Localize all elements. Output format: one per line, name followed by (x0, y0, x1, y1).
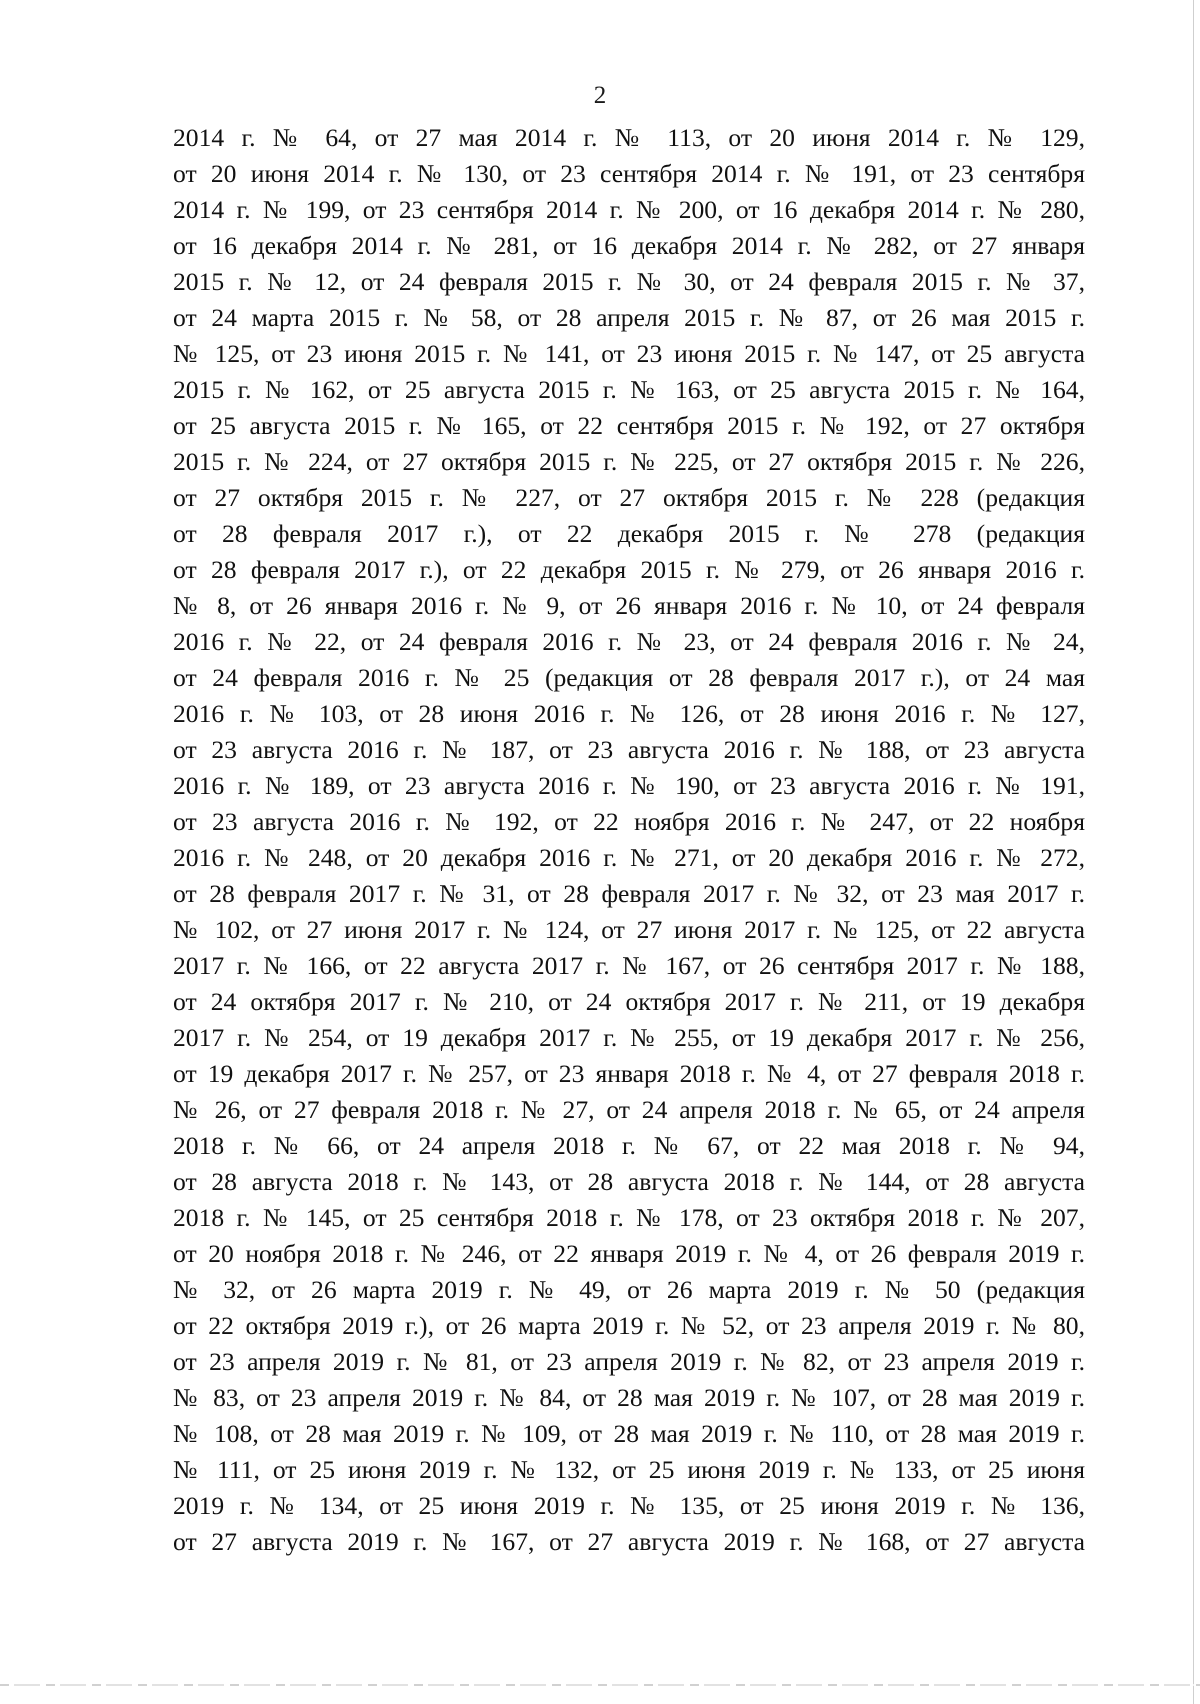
scan-edge-right (1193, 0, 1194, 1704)
text-line: от 23 апреля 2019 г. № 81, от 23 апреля 2019 г. № 82, от 23 апреля 2019 г. (173, 1347, 1085, 1376)
text-line: от 24 марта 2015 г. № 58, от 28 апреля 2015 г. № 87, от 26 мая 2015 г. (173, 303, 1085, 332)
text-line: от 28 августа 2018 г. № 143, от 28 августа 2018 г. № 144, от 28 августа (173, 1167, 1085, 1196)
text-line: № 102, от 27 июня 2017 г. № 124, от 27 июня 2017 г. № 125, от 22 августа (173, 915, 1085, 944)
text-line: № 125, от 23 июня 2015 г. № 141, от 23 июня 2015 г. № 147, от 25 августа (173, 339, 1085, 368)
text-line: от 27 августа 2019 г. № 167, от 27 августа 2019 г. № 168, от 27 августа (173, 1527, 1085, 1556)
document-body (173, 120, 1085, 1560)
text-line: 2018 г. № 145, от 25 сентября 2018 г. № 178, от 23 октября 2018 г. № 207, (173, 1203, 1085, 1232)
text-line: от 23 августа 2016 г. № 187, от 23 августа 2016 г. № 188, от 23 августа (173, 735, 1085, 764)
text-line: 2017 г. № 166, от 22 августа 2017 г. № 167, от 26 сентября 2017 г. № 188, (173, 951, 1085, 980)
text-line: № 8, от 26 января 2016 г. № 9, от 26 января 2016 г. № 10, от 24 февраля (173, 591, 1085, 620)
page-number: 2 (593, 82, 607, 109)
text-line: 2017 г. № 254, от 19 декабря 2017 г. № 255, от 19 декабря 2017 г. № 256, (173, 1023, 1085, 1052)
text-line: от 23 августа 2016 г. № 192, от 22 ноября 2016 г. № 247, от 22 ноября (173, 807, 1085, 836)
text-line: 2018 г. № 66, от 24 апреля 2018 г. № 67, от 22 мая 2018 г. № 94, (173, 1131, 1085, 1160)
text-line: от 28 февраля 2017 г.), от 22 декабря 2015 г. № 278 (редакция (173, 519, 1085, 548)
text-line: 2016 г. № 22, от 24 февраля 2016 г. № 23, от 24 февраля 2016 г. № 24, (173, 627, 1085, 656)
text-line: от 24 октября 2017 г. № 210, от 24 октября 2017 г. № 211, от 19 декабря (173, 987, 1085, 1016)
text-line: от 28 февраля 2017 г.), от 22 декабря 2015 г. № 279, от 26 января 2016 г. (173, 555, 1085, 584)
text-line: № 108, от 28 мая 2019 г. № 109, от 28 мая 2019 г. № 110, от 28 мая 2019 г. (173, 1419, 1085, 1448)
text-line: № 111, от 25 июня 2019 г. № 132, от 25 июня 2019 г. № 133, от 25 июня (173, 1455, 1085, 1484)
text-line: 2015 г. № 12, от 24 февраля 2015 г. № 30, от 24 февраля 2015 г. № 37, (173, 267, 1085, 296)
text-line: № 83, от 23 апреля 2019 г. № 84, от 28 мая 2019 г. № 107, от 28 мая 2019 г. (173, 1383, 1085, 1412)
text-line: от 22 октября 2019 г.), от 26 марта 2019 г. № 52, от 23 апреля 2019 г. № 80, (173, 1311, 1085, 1340)
text-line: от 28 февраля 2017 г. № 31, от 28 февраля 2017 г. № 32, от 23 мая 2017 г. (173, 879, 1085, 908)
text-line: 2015 г. № 224, от 27 октября 2015 г. № 225, от 27 октября 2015 г. № 226, (173, 447, 1085, 476)
text-line: 2019 г. № 134, от 25 июня 2019 г. № 135, от 25 июня 2019 г. № 136, (173, 1491, 1085, 1520)
text-line: № 32, от 26 марта 2019 г. № 49, от 26 марта 2019 г. № 50 (редакция (173, 1275, 1085, 1304)
text-line: от 19 декабря 2017 г. № 257, от 23 января 2018 г. № 4, от 27 февраля 2018 г. (173, 1059, 1085, 1088)
scan-edge-bottom (0, 1684, 1200, 1686)
text-line: 2014 г. № 64, от 27 мая 2014 г. № 113, от 20 июня 2014 г. № 129, (173, 123, 1085, 152)
text-line: 2015 г. № 162, от 25 августа 2015 г. № 163, от 25 августа 2015 г. № 164, (173, 375, 1085, 404)
text-line: от 20 ноября 2018 г. № 246, от 22 января 2019 г. № 4, от 26 февраля 2019 г. (173, 1239, 1085, 1268)
text-line: 2016 г. № 189, от 23 августа 2016 г. № 190, от 23 августа 2016 г. № 191, (173, 771, 1085, 800)
text-line: № 26, от 27 февраля 2018 г. № 27, от 24 апреля 2018 г. № 65, от 24 апреля (173, 1095, 1085, 1124)
text-line: 2016 г. № 103, от 28 июня 2016 г. № 126, от 28 июня 2016 г. № 127, (173, 699, 1085, 728)
text-line: 2016 г. № 248, от 20 декабря 2016 г. № 271, от 20 декабря 2016 г. № 272, (173, 843, 1085, 872)
text-line: от 16 декабря 2014 г. № 281, от 16 декабря 2014 г. № 282, от 27 января (173, 231, 1085, 260)
text-line: 2014 г. № 199, от 23 сентября 2014 г. № 200, от 16 декабря 2014 г. № 280, (173, 195, 1085, 224)
text-line: от 25 августа 2015 г. № 165, от 22 сентября 2015 г. № 192, от 27 октября (173, 411, 1085, 440)
text-line: от 24 февраля 2016 г. № 25 (редакция от 28 февраля 2017 г.), от 24 мая (173, 663, 1085, 692)
text-line: от 27 октября 2015 г. № 227, от 27 октября 2015 г. № 228 (редакция (173, 483, 1085, 512)
text-line: от 20 июня 2014 г. № 130, от 23 сентября 2014 г. № 191, от 23 сентября (173, 159, 1085, 188)
